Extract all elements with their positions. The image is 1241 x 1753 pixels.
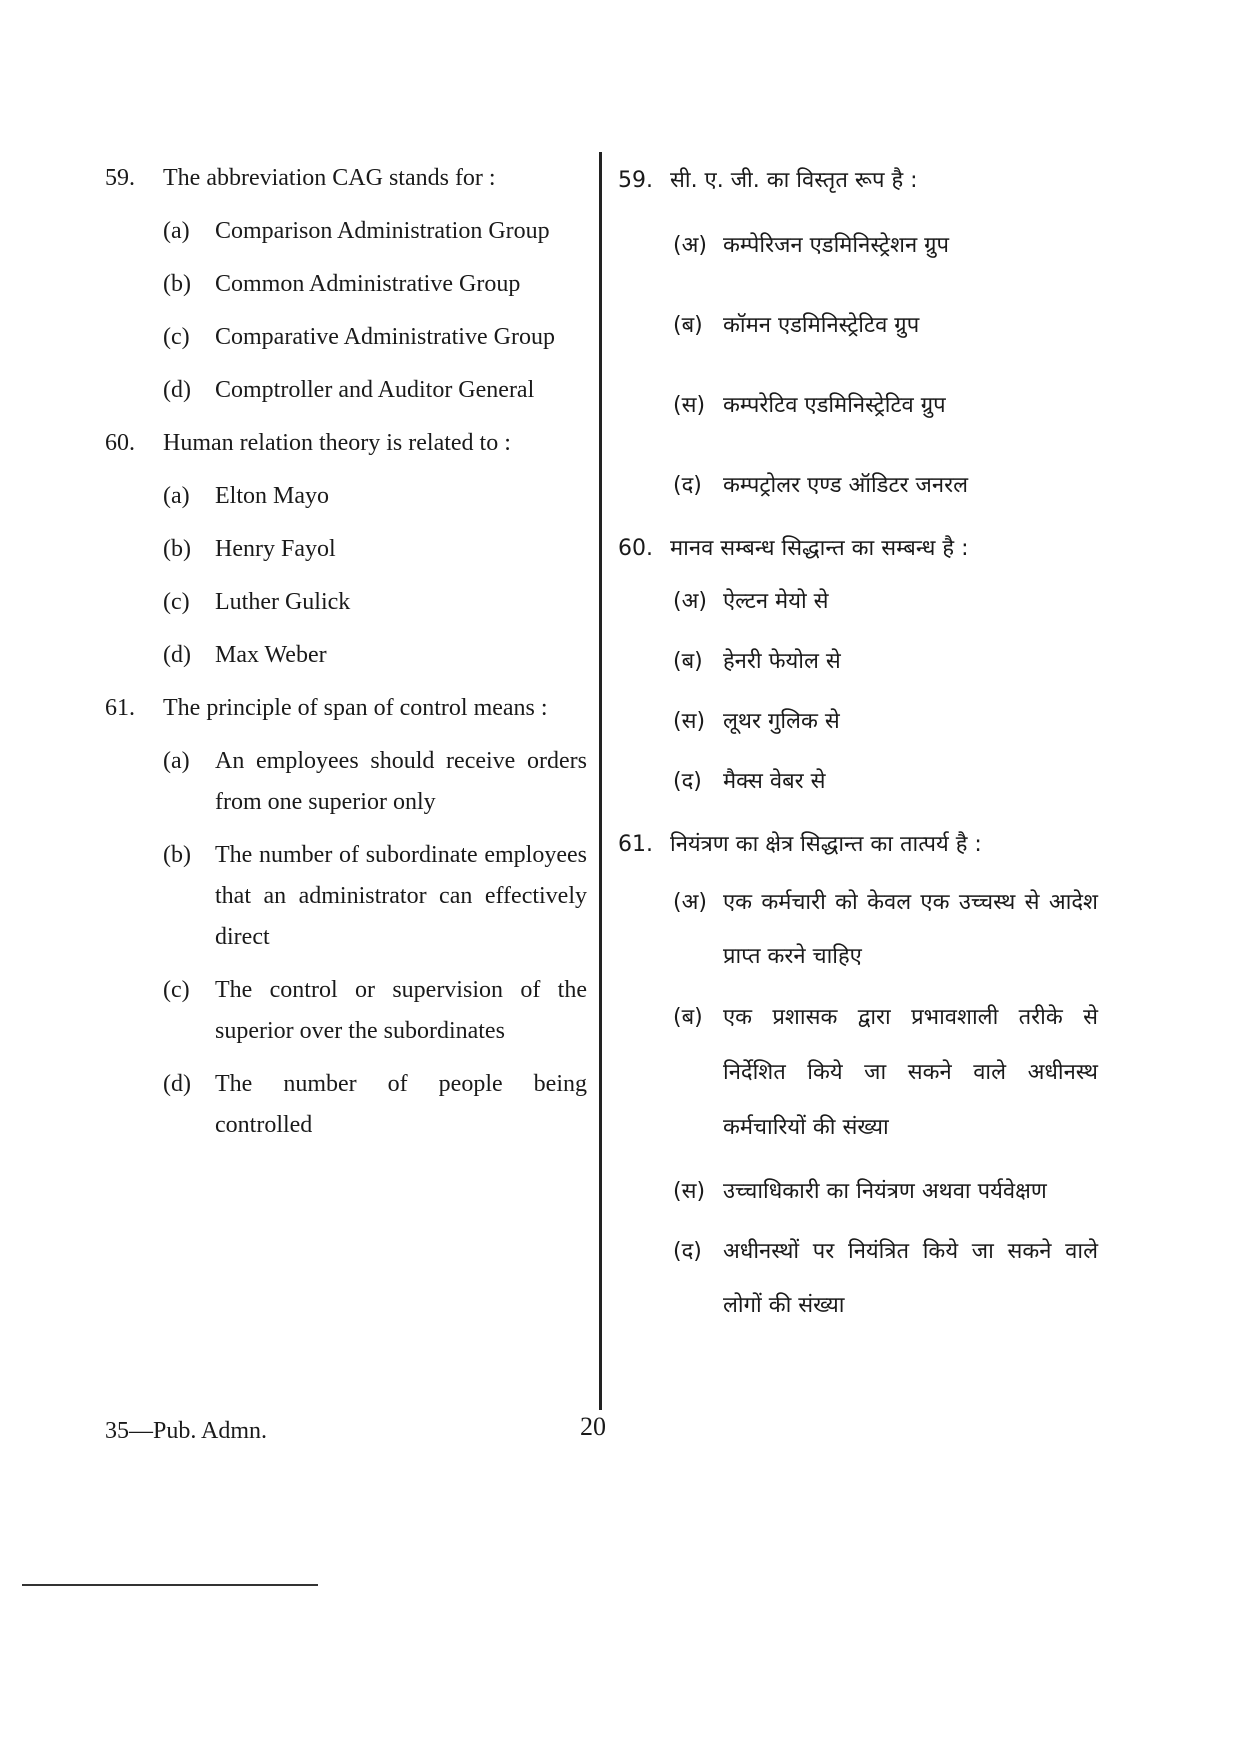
option-c (163, 317, 587, 358)
option-d (163, 635, 587, 676)
english-column (105, 158, 587, 1158)
option-text: एक कर्मचारी को केवल एक उच्चस्थ से आदेश प्राप्त करने चाहिए (723, 890, 1098, 969)
option-a (673, 218, 1098, 274)
question-61-hi (618, 828, 1098, 1333)
option-label: (ब) (673, 313, 703, 338)
option-label: (स) (673, 393, 706, 418)
option-text: The number of people being controlled (215, 1071, 587, 1138)
option-label: (ब) (673, 1005, 703, 1030)
option-text: The control or supervision of the superior over the subordinates (215, 977, 587, 1044)
column-divider (599, 152, 602, 1410)
question-number: 59. (105, 165, 135, 191)
option-b (163, 264, 587, 305)
option-text: अधीनस्थों पर नियंत्रित किये जा सकने वाले लोगों की संख्या (723, 1239, 1098, 1318)
page-number: 20 (580, 1412, 606, 1441)
question-number: 60. (618, 536, 653, 561)
option-label: (c) (163, 589, 190, 615)
option-label: (d) (163, 1071, 191, 1097)
option-text: हेनरी फेयोल से (723, 649, 841, 674)
option-text: कम्परेटिव एडमिनिस्ट्रेटिव ग्रुप (723, 393, 946, 418)
option-label: (अ) (673, 589, 707, 614)
question-text: The abbreviation CAG stands for : (163, 165, 496, 191)
option-label: (स) (673, 1179, 706, 1204)
option-label: (द) (673, 769, 702, 794)
question-number: 61. (105, 695, 135, 721)
option-text: Comparison Administration Group (215, 218, 550, 244)
option-b (673, 298, 1098, 354)
option-text: The number of subordinate employees that an administrator can effectively direct (215, 842, 587, 950)
question-text: नियंत्रण का क्षेत्र सिद्धान्त का तात्पर्य है : (670, 832, 982, 857)
question-61-en (105, 688, 587, 1146)
option-b (163, 835, 587, 958)
question-60-en (105, 423, 587, 676)
option-b (673, 990, 1098, 1155)
question-text: मानव सम्बन्ध सिद्धान्त का सम्बन्ध है : (670, 536, 969, 561)
option-c (673, 1165, 1098, 1219)
option-text: उच्चाधिकारी का नियंत्रण अथवा पर्यवेक्षण (723, 1179, 1047, 1204)
option-label: (a) (163, 748, 190, 774)
question-text: Human relation theory is related to : (163, 430, 511, 456)
option-label: (d) (163, 642, 191, 668)
question-number: 60. (105, 430, 135, 456)
question-59-en (105, 158, 587, 411)
option-label: (द) (673, 473, 702, 498)
option-text: मैक्स वेबर से (723, 769, 826, 794)
option-b (163, 529, 587, 570)
option-d (673, 1225, 1098, 1333)
option-d (673, 752, 1098, 812)
paper-code: 35—Pub. Admn. (105, 1418, 268, 1444)
option-text: Elton Mayo (215, 483, 329, 509)
option-text: लूथर गुलिक से (723, 709, 840, 734)
option-d (673, 458, 1098, 514)
option-c (163, 582, 587, 623)
option-label: (अ) (673, 233, 707, 258)
option-text: Henry Fayol (215, 536, 336, 562)
option-text: Comptroller and Auditor General (215, 377, 535, 403)
option-text: कम्पेरिजन एडमिनिस्ट्रेशन ग्रुप (723, 233, 950, 258)
option-text: कॉमन एडमिनिस्ट्रेटिव ग्रुप (723, 313, 920, 338)
option-text: ऐल्टन मेयो से (723, 589, 829, 614)
option-text: Max Weber (215, 642, 327, 668)
question-59-hi (618, 164, 1098, 514)
hindi-column (618, 164, 1098, 1333)
option-a (673, 572, 1098, 632)
option-text: कम्पट्रोलर एण्ड ऑडिटर जनरल (723, 473, 968, 498)
question-text: The principle of span of control means : (163, 695, 548, 721)
option-label: (c) (163, 324, 190, 350)
option-text: Comparative Administrative Group (215, 324, 555, 350)
option-label: (b) (163, 271, 191, 297)
option-label: (d) (163, 377, 191, 403)
option-label: (स) (673, 709, 706, 734)
question-60-hi (618, 532, 1098, 812)
option-c (673, 692, 1098, 752)
option-label: (b) (163, 536, 191, 562)
option-text: Common Administrative Group (215, 271, 521, 297)
option-c (673, 378, 1098, 434)
option-a (673, 876, 1098, 984)
option-label: (अ) (673, 890, 707, 915)
option-a (163, 476, 587, 517)
option-label: (b) (163, 842, 191, 868)
option-label: (a) (163, 218, 190, 244)
question-number: 61. (618, 832, 653, 857)
option-c (163, 970, 587, 1052)
option-label: (ब) (673, 649, 703, 674)
option-d (163, 370, 587, 411)
option-text: An employees should receive orders from one superior only (215, 748, 587, 815)
option-a (163, 741, 587, 823)
question-text: सी. ए. जी. का विस्तृत रूप है : (670, 168, 918, 193)
option-a (163, 211, 587, 252)
option-text: एक प्रशासक द्वारा प्रभावशाली तरीके से निर्देशित किये जा सकने वाले अधीनस्थ कर्मचारियों की संख्या (723, 1005, 1098, 1140)
option-text: Luther Gulick (215, 589, 351, 615)
option-b (673, 632, 1098, 692)
option-label: (द) (673, 1239, 702, 1264)
option-label: (a) (163, 483, 190, 509)
footer-rule (22, 1584, 318, 1586)
option-label: (c) (163, 977, 190, 1003)
question-number: 59. (618, 168, 653, 193)
option-d (163, 1064, 587, 1146)
